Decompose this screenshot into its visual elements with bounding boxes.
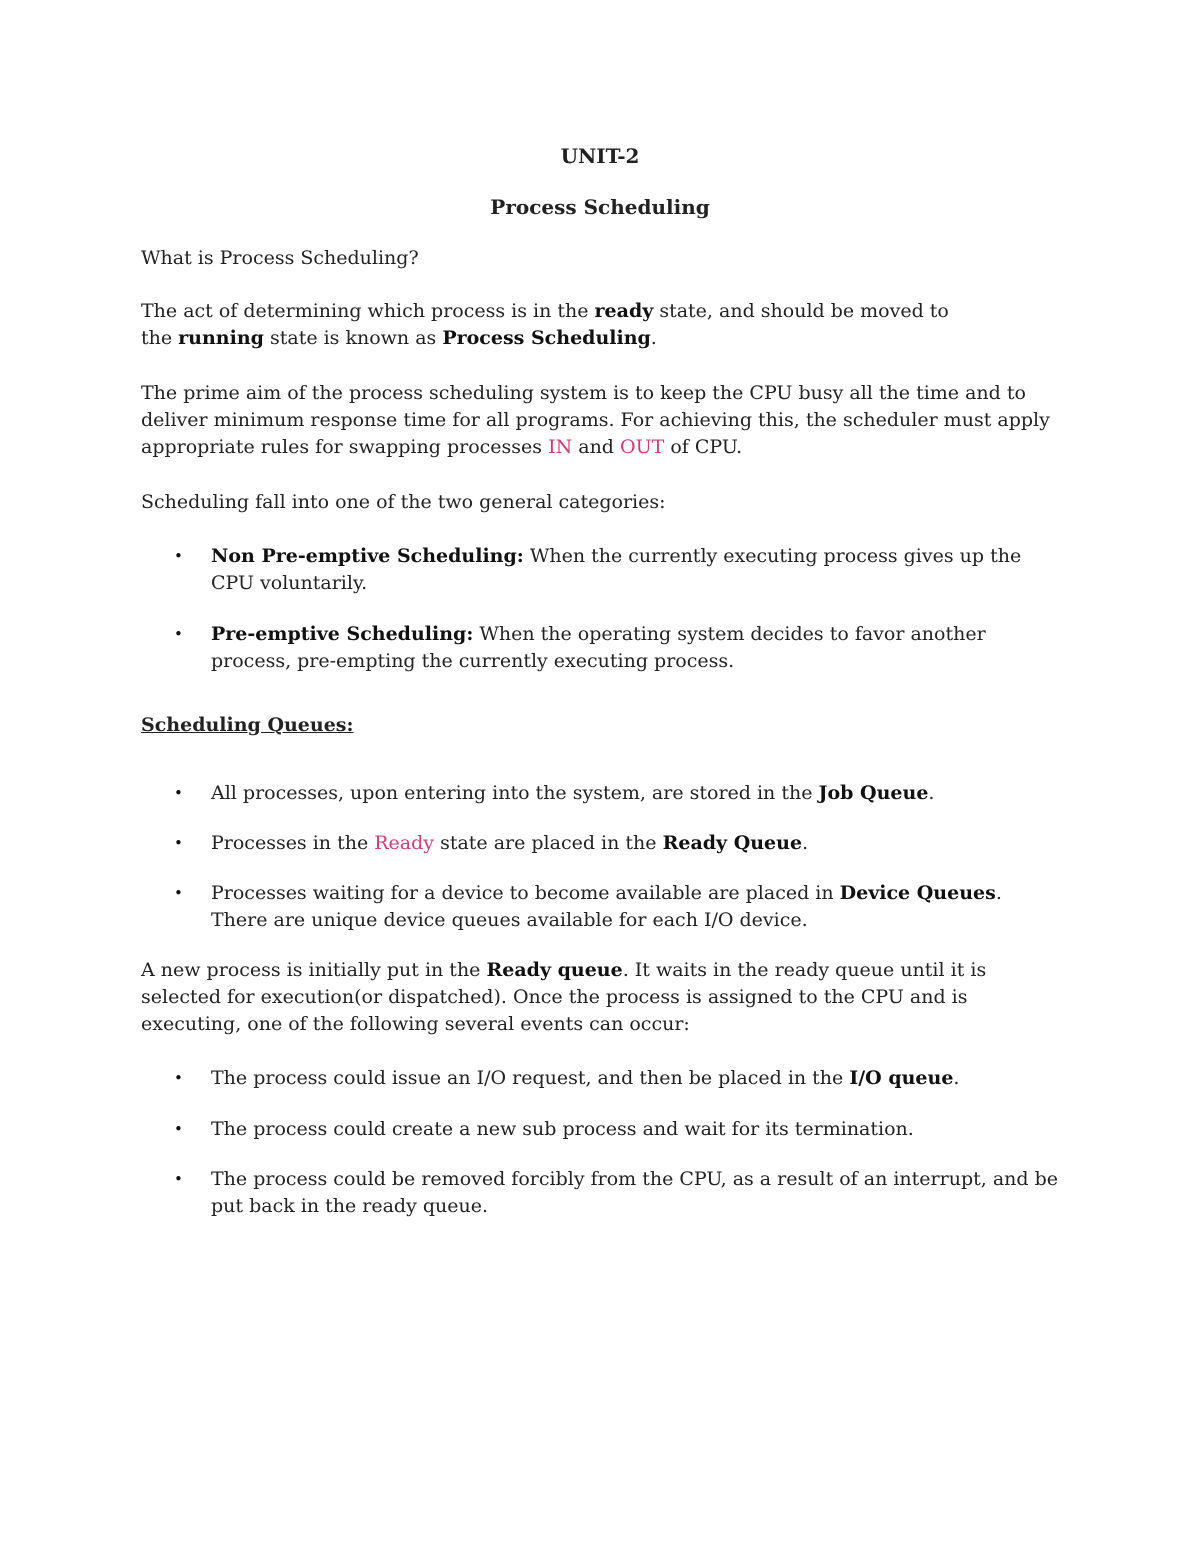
section-heading: Scheduling Queues: (141, 714, 354, 736)
queue-text: . There are unique device queues available for each I/O device. (211, 882, 1002, 931)
queue-text: . (928, 782, 935, 804)
new-process-paragraph (141, 957, 1061, 1038)
category-term: Non Pre-emptive Scheduling: (211, 545, 524, 567)
term-job-queue: Job Queue (818, 782, 929, 804)
definition-text: The act of determining which process is in the (141, 300, 595, 322)
queue-text: All processes, upon entering into the system, are stored in the (211, 782, 819, 804)
definition-text: state, and should be moved to (653, 300, 949, 322)
list-item (211, 543, 1061, 597)
list-item (211, 830, 1061, 857)
definition-paragraph (141, 298, 1061, 352)
term-process-scheduling: Process Scheduling (442, 327, 651, 349)
queue-text: Processes in the (211, 832, 375, 854)
list-item (211, 880, 1061, 934)
queue-text: state are placed in the (434, 832, 663, 854)
term-ready-queue: Ready Queue (662, 832, 803, 854)
list-item (211, 621, 1061, 675)
paragraph-text: . It waits in the ready queue until it is selected for execution(or dispatched). Once the process is assigned to the CPU and is executing, one of the following several events can occur: (141, 959, 987, 1035)
list-item: The process could be removed forcibly from the CPU, as a result of an interrupt, and be put back in the ready queue. (211, 1168, 1059, 1217)
definition-text: the (141, 327, 179, 349)
definition-text: . (650, 327, 657, 349)
aim-text: and (572, 436, 621, 458)
queue-text: Processes waiting for a device to become available are placed in (211, 882, 840, 904)
term-device-queues: Device Queues (839, 882, 996, 904)
bullet-icon: • (174, 834, 183, 852)
page-title: Process Scheduling (490, 195, 710, 219)
bullet-icon: • (174, 1170, 183, 1188)
highlight-out: OUT (620, 436, 665, 458)
definition-text: state is known as (263, 327, 443, 349)
term-ready-queue: Ready queue (486, 959, 623, 981)
category-desc: When the currently executing process gives up the CPU voluntarily. (211, 545, 1022, 594)
highlight-in: IN (548, 436, 573, 458)
list-item: The process could create a new sub process and wait for its termination. (211, 1118, 914, 1140)
queue-text: . (802, 832, 809, 854)
aim-paragraph (141, 380, 1061, 461)
categories-intro: Scheduling fall into one of the two general categories: (141, 491, 666, 513)
bullet-icon: • (174, 1069, 183, 1087)
bullet-icon: • (174, 625, 183, 643)
term-io-queue: I/O queue (849, 1067, 954, 1089)
category-desc: When the operating system decides to favor another process, pre-empting the currently executing process. (211, 623, 986, 672)
bullet-icon: • (174, 547, 183, 565)
unit-heading: UNIT-2 (560, 144, 640, 168)
bullet-icon: • (174, 784, 183, 802)
question-text: What is Process Scheduling? (141, 247, 419, 269)
event-text: The process could issue an I/O request, and then be placed in the (211, 1067, 850, 1089)
list-item (211, 780, 1061, 807)
bullet-icon: • (174, 1120, 183, 1138)
aim-text: The prime aim of the process scheduling system is to keep the CPU busy all the time and to deliver minimum response time for all programs. For achieving this, the scheduler must apply appropriate rules for swapping processes (141, 382, 1050, 458)
aim-text: of CPU. (664, 436, 743, 458)
category-term: Pre-emptive Scheduling: (211, 623, 474, 645)
highlight-ready: Ready (374, 832, 435, 854)
bullet-icon: • (174, 884, 183, 902)
list-item (211, 1065, 1061, 1092)
event-text: . (953, 1067, 960, 1089)
term-running: running (178, 327, 264, 349)
paragraph-text: A new process is initially put in the (141, 959, 487, 981)
term-ready: ready (594, 300, 654, 322)
